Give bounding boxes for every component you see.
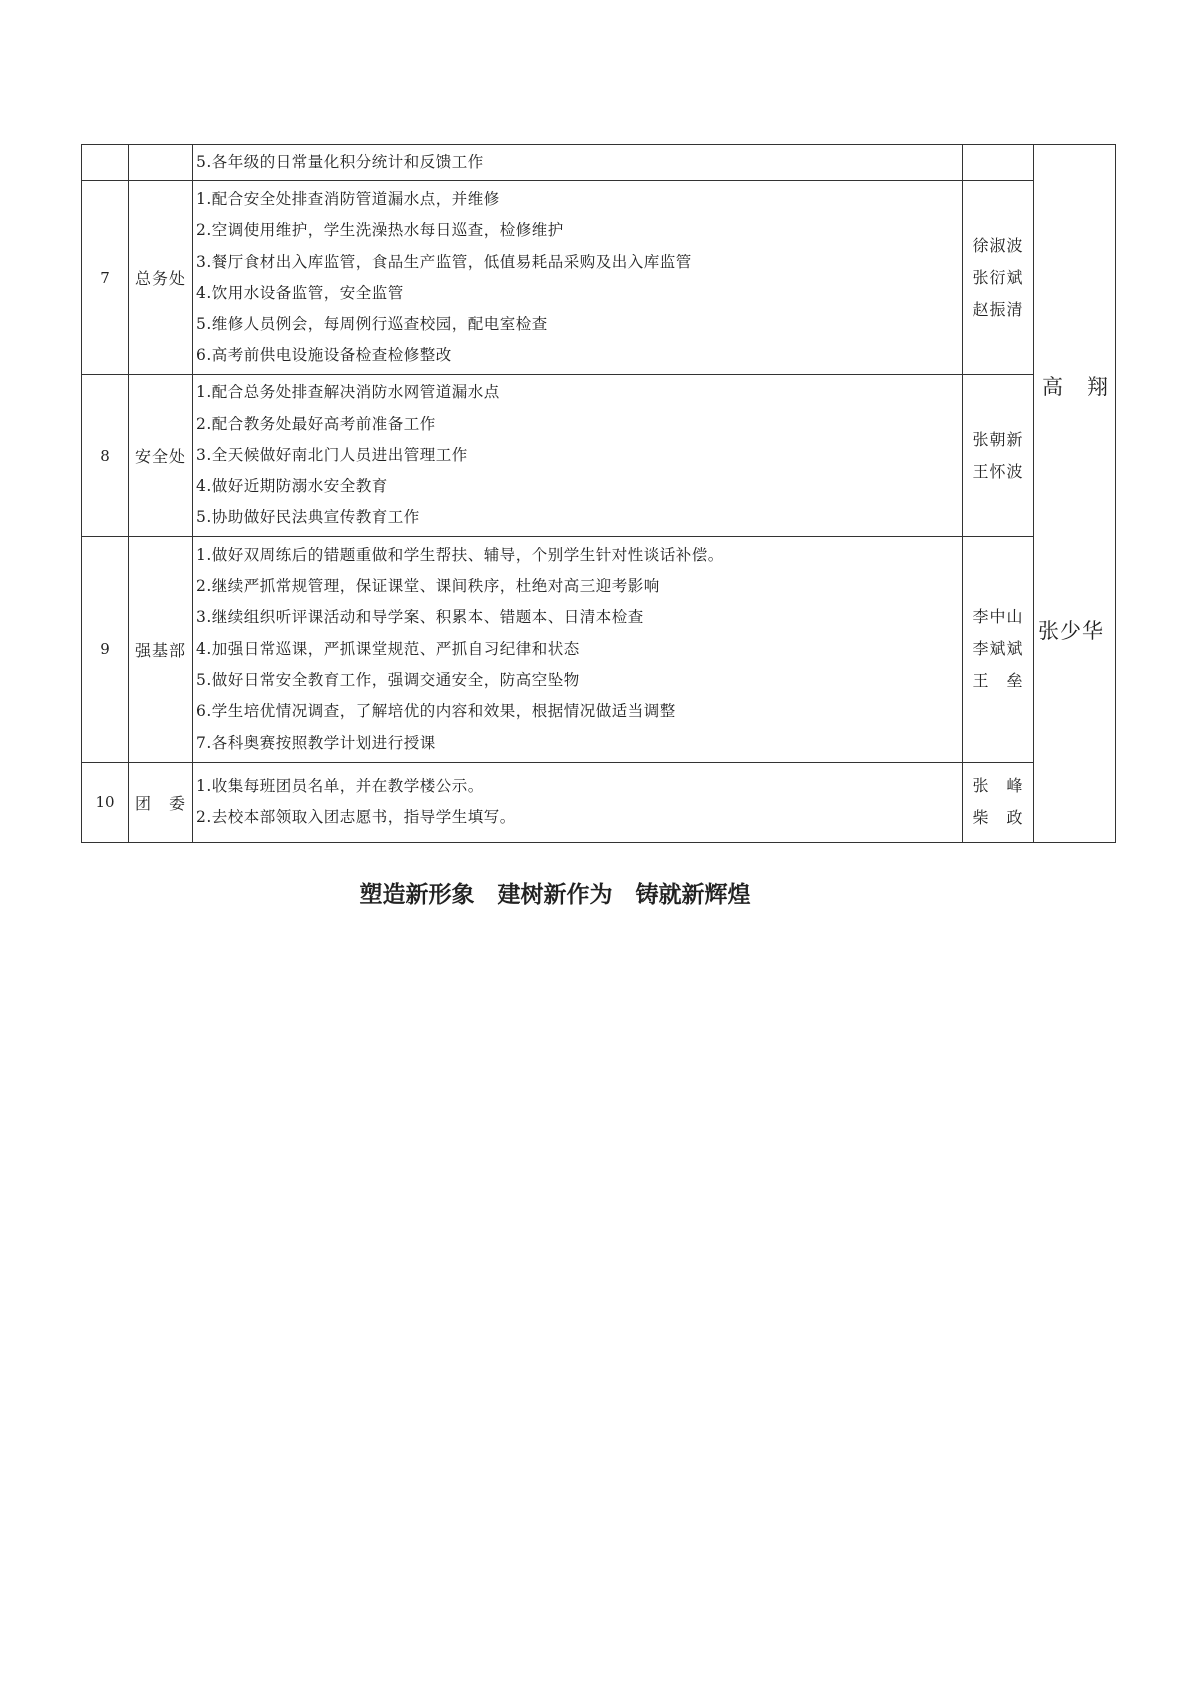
department-name: 强基部 (129, 536, 193, 762)
row-number: 7 (82, 181, 129, 375)
person-name: 李斌斌 (972, 639, 1024, 659)
responsible-people (963, 181, 1034, 375)
task-item: 5.维修人员例会，每周例行巡查校园，配电室检查 (196, 315, 548, 334)
person-name: 王 垒 (972, 671, 1024, 691)
task-item: 1.收集每班团员名单，并在教学楼公示。 (196, 776, 484, 795)
person-name: 李中山 (972, 607, 1024, 627)
person-name: 王怀波 (972, 461, 1024, 481)
table-row (82, 375, 1116, 536)
task-list (193, 181, 963, 375)
task-item: 6.高考前供电设施设备检查检修整改 (196, 346, 452, 365)
task-list (193, 375, 963, 536)
table-row (82, 145, 1116, 181)
leader-name: 高 翔 (1042, 375, 1108, 399)
responsible-people (963, 145, 1034, 181)
table-row (82, 762, 1116, 842)
row-number (82, 145, 129, 181)
table-row (82, 536, 1116, 762)
task-item: 2.继续严抓常规管理，保证课堂、课间秩序，杜绝对高三迎考影响 (196, 577, 660, 596)
task-item: 7.各科奥赛按照教学计划进行授课 (196, 733, 436, 752)
task-item: 2.去校本部领取入团志愿书，指导学生填写。 (196, 808, 516, 827)
responsible-people (963, 375, 1034, 536)
task-item: 5.协助做好民法典宣传教育工作 (196, 508, 420, 527)
table-row (82, 181, 1116, 375)
task-item: 4.加强日常巡课，严抓课堂规范、严抓自习纪律和状态 (196, 639, 580, 658)
work-plan-table (81, 144, 1116, 843)
leader-column (1034, 145, 1116, 843)
task-item: 6.学生培优情况调查，了解培优的内容和效果，根据情况做适当调整 (196, 702, 676, 721)
row-number: 8 (82, 375, 129, 536)
row-number: 9 (82, 536, 129, 762)
person-name: 张 峰 (972, 776, 1024, 796)
task-item: 4.饮用水设备监管，安全监管 (196, 283, 404, 302)
task-item: 1.配合总务处排查解决消防水网管道漏水点 (196, 383, 500, 402)
department-name: 总务处 (129, 181, 193, 375)
row-number: 10 (82, 762, 129, 842)
responsible-people (963, 536, 1034, 762)
task-item: 3.继续组织听评课活动和导学案、积累本、错题本、日清本检查 (196, 608, 644, 627)
person-name: 张朝新 (972, 429, 1024, 449)
task-item: 5.各年级的日常量化积分统计和反馈工作 (196, 153, 484, 171)
task-item: 2.配合教务处最好高考前准备工作 (196, 414, 436, 433)
task-item: 1.做好双周练后的错题重做和学生帮扶、辅导，个别学生针对性谈话补偿。 (196, 545, 724, 564)
task-item: 4.做好近期防溺水安全教育 (196, 477, 388, 496)
person-name: 徐淑波 (972, 235, 1024, 255)
department-name (129, 145, 193, 181)
person-name: 张衍斌 (972, 267, 1024, 287)
task-list (193, 762, 963, 842)
task-list (193, 536, 963, 762)
task-item: 5.做好日常安全教育工作，强调交通安全，防高空坠物 (196, 670, 580, 689)
task-item: 3.全天候做好南北门人员进出管理工作 (196, 445, 468, 464)
person-name: 柴 政 (972, 808, 1024, 828)
person-name: 赵振清 (972, 299, 1024, 319)
task-item: 3.餐厅食材出入库监管，食品生产监管，低值易耗品采购及出入库监管 (196, 252, 692, 271)
department-name: 团 委 (129, 762, 193, 842)
department-name: 安全处 (129, 375, 193, 536)
task-list (193, 145, 963, 181)
responsible-people (963, 762, 1034, 842)
leader-name: 张少华 (1038, 619, 1104, 643)
task-item: 2.空调使用维护，学生洗澡热水每日巡查，检修维护 (196, 221, 564, 240)
task-item: 1.配合安全处排查消防管道漏水点，并维修 (196, 189, 500, 208)
slogan: 塑造新形象 建树新作为 铸就新辉煌 (359, 881, 751, 908)
